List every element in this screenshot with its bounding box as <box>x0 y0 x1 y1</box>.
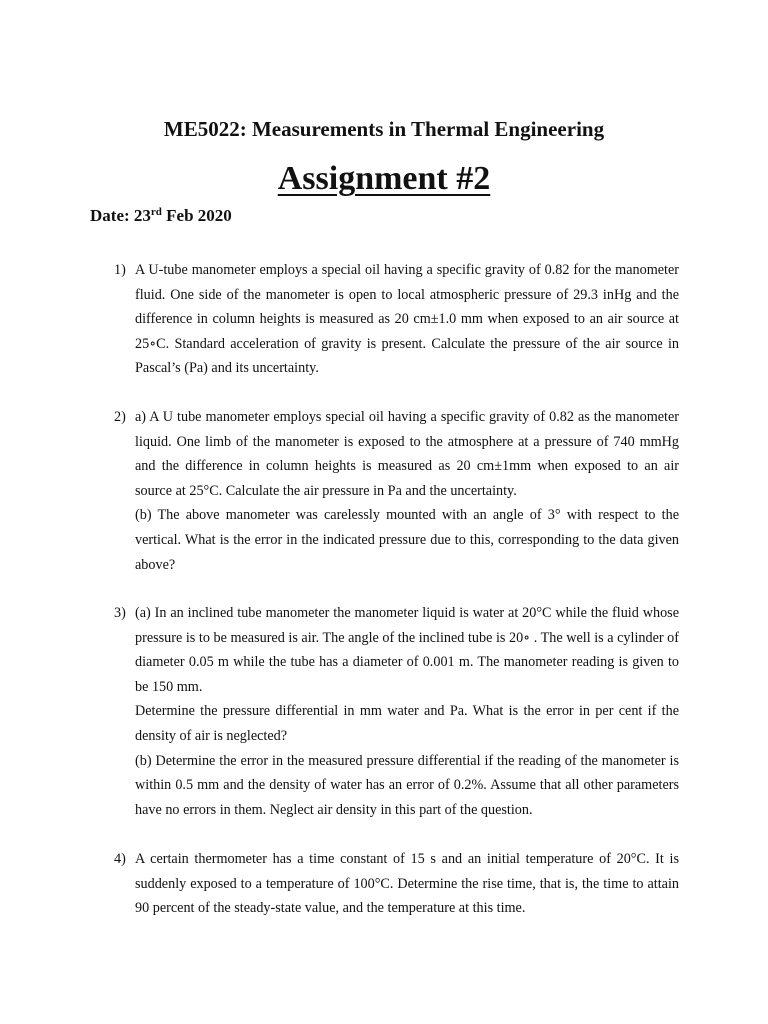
course-title: ME5022: Measurements in Thermal Engineering <box>163 117 605 141</box>
question-3 <box>114 601 679 822</box>
question-paragraph: A U-tube manometer employs a special oil having a specific gravity of 0.82 for the manometer fluid. One side of the manometer is open to local atmospheric pressure of 29.3 inHg and the difference in column heights is measured as 20 cm±1.0 mm when exposed to an air source at 25∘C. Standard acceleration of gravity is present. Calculate the pressure of the air source in Pascal’s (Pa) and its uncertainty. <box>135 262 679 377</box>
question-body <box>135 601 679 822</box>
question-paragraph: a) A U tube manometer employs special oil having a specific gravity of 0.82 as the manometer liquid. One limb of the manometer is exposed to the atmosphere at a pressure of 740 mmHg and the difference in column heights is measured as 20 cm±1mm when exposed to an air source at 25°C. Calculate the air pressure in Pa and the uncertainty. <box>135 409 679 499</box>
date-suffix: Feb 2020 <box>161 206 232 225</box>
question-number: 4) <box>114 851 126 867</box>
question-2 <box>114 405 679 577</box>
date-prefix: Date: 23 <box>90 206 151 225</box>
date-line <box>90 206 232 226</box>
question-body <box>135 405 679 577</box>
question-number: 3) <box>114 605 126 621</box>
assignment-title: Assignment #2 <box>277 160 491 197</box>
date-ordinal-suffix: rd <box>150 206 162 218</box>
question-body <box>135 847 679 921</box>
question-paragraph: (b) Determine the error in the measured pressure differential if the reading of the manometer is within 0.5 mm and the density of water has an error of 0.2%. Assume that all other parameters have no errors in them. Neglect air density in this part of the question. <box>135 752 679 818</box>
question-paragraph: (b) The above manometer was carelessly mounted with an angle of 3° with respect to the vertical. What is the error in the indicated pressure due to this, corresponding to the data given above? <box>135 507 679 573</box>
question-paragraph: Determine the pressure differential in mm water and Pa. What is the error in per cent if the density of air is neglected? <box>135 703 679 744</box>
question-number: 2) <box>114 409 126 425</box>
question-number: 1) <box>114 262 126 278</box>
question-body <box>135 258 679 381</box>
question-1 <box>114 258 679 381</box>
question-4 <box>114 847 679 921</box>
question-paragraph: A certain thermometer has a time constant of 15 s and an initial temperature of 20°C. It is suddenly exposed to a temperature of 100°C. Determine the rise time, that is, the time to attain 90 percent of the steady-state value, and the temperature at this time. <box>135 851 679 917</box>
question-paragraph: (a) In an inclined tube manometer the manometer liquid is water at 20°C while the fluid whose pressure is to be measured is air. The angle of the inclined tube is 20∘ . The well is a cylinder of diameter 0.05 m while the tube has a diameter of 0.001 m. The manometer reading is given to be 150 mm. <box>135 605 679 695</box>
